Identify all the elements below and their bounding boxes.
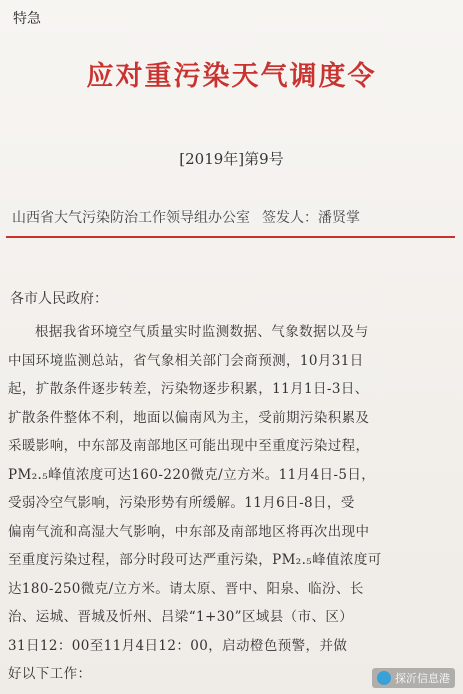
document-title: 应对重污染天气调度令 bbox=[86, 61, 377, 92]
salutation: 各市人民政府： bbox=[10, 291, 108, 307]
issuing-office: 山西省大气污染防治工作领导组办公室 bbox=[12, 210, 250, 226]
body-line: 起，扩散条件逐步转差，污染物逐步积累，11月1日-3日、 bbox=[8, 381, 369, 397]
body-line: 扩散条件整体不利，地面以偏南风为主，受前期污染积累及 bbox=[8, 409, 370, 426]
body-line: 31日12：00至11月4日12：00，启动橙色预警，并做 bbox=[8, 637, 348, 654]
signer: 签发人：潘贤掌 bbox=[262, 210, 360, 226]
body-line: 采暖影响，中东部及南部地区可能出现中至重度污染过程， bbox=[8, 438, 370, 454]
watermark bbox=[372, 668, 455, 688]
body-line: 好以下工作： bbox=[8, 666, 92, 682]
body-line: 根据我省环境空气质量实时监测数据、气象数据以及与 bbox=[35, 324, 369, 340]
body-line: 中国环境监测总站，省气象相关部门会商预测，10月31日 bbox=[8, 352, 364, 369]
body-line: 达180-250微克/立方米。请太原、晋中、阳泉、临汾、长 bbox=[8, 580, 364, 597]
body-line: 偏南气流和高湿大气影响，中东部及南部地区将再次出现中 bbox=[8, 523, 370, 540]
issuer-line bbox=[12, 206, 453, 228]
wechat-logo-icon bbox=[377, 671, 391, 685]
watermark-text: 探沂信息港 bbox=[395, 672, 450, 685]
document-number: [2019年]第9号 bbox=[179, 150, 284, 168]
body-text bbox=[8, 318, 458, 689]
red-divider-line bbox=[6, 236, 455, 238]
body-line: PM₂.₅峰值浓度可达160-220微克/立方米。11月4日-5日， bbox=[8, 466, 376, 483]
urgency-label: 特急 bbox=[13, 11, 41, 27]
body-line: 受弱冷空气影响，污染形势有所缓解。11月6日-8日，受 bbox=[8, 495, 355, 511]
body-line: 治、运城、晋城及忻州、吕梁“1+30”区域县（市、区） bbox=[8, 609, 354, 625]
body-line: 至重度污染过程，部分时段可达严重污染，PM₂.₅峰值浓度可 bbox=[8, 552, 382, 568]
